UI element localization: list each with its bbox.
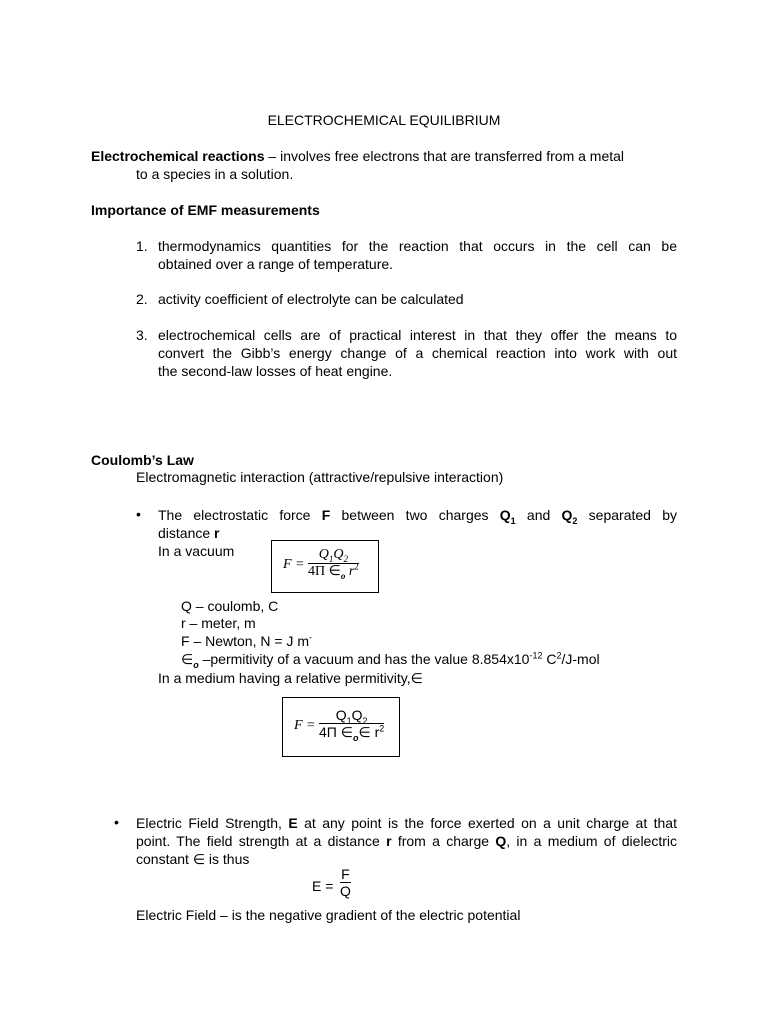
coulomb-vacuum-formula-box bbox=[271, 540, 379, 593]
electric-field-line2: point. The field strength at a distance r from a charge Q, in a medium of dielectric bbox=[136, 833, 678, 849]
field-formula-fraction: F Q bbox=[340, 866, 351, 899]
medium-label: In a medium having a relative permitivity,∈ bbox=[158, 670, 423, 686]
electric-field-definition: Electric Field – is the negative gradient of the electric potential bbox=[136, 907, 521, 923]
emf-heading: Importance of EMF measurements bbox=[91, 202, 320, 218]
coulomb-subheading: Electromagnetic interaction (attractive/repulsive interaction) bbox=[136, 469, 504, 485]
formula2-fraction: $Q_1Q_2$ 4Π $\in_o\in$ $r^2$ bbox=[319, 707, 385, 743]
unit-force: F – Newton, N = J m- bbox=[181, 632, 312, 649]
coulomb-heading: Coulomb’s Law bbox=[91, 452, 194, 468]
emf-item-1-line2: obtained over a range of temperature. bbox=[158, 256, 394, 272]
formula1-fraction: $Q_1Q_2$ 4Π $\in_o$ $r^2$ bbox=[308, 547, 359, 581]
emf-item-3-line2: convert the Gibb’s energy change of a chemical reaction into work with out bbox=[158, 345, 677, 361]
electric-field-line1: Electric Field Strength, E at any point is the force exerted on a unit charge at that bbox=[136, 815, 677, 831]
electrochemical-reactions-line1 bbox=[91, 147, 624, 165]
bullet-icon: • bbox=[114, 814, 119, 830]
emf-item-2-number: 2. bbox=[136, 291, 148, 307]
coulomb-medium-formula-box bbox=[282, 697, 400, 757]
formula2-lhs: F = bbox=[294, 718, 316, 733]
electric-field-line3: constant ∈ is thus bbox=[136, 851, 250, 867]
permitivity-line: $\in_o$ –permitivity of a vacuum and has the value $8.854x10^{-12}$ $C^2/J$-mol bbox=[181, 650, 600, 670]
emf-item-3-number: 3. bbox=[136, 327, 148, 343]
formula1-lhs: F = bbox=[283, 557, 305, 572]
field-formula-lhs: E = bbox=[312, 878, 334, 894]
electrostatic-force-line2: distance r bbox=[158, 525, 220, 541]
emf-item-3-line1: electrochemical cells are of practical interest in that they offer the means to bbox=[158, 327, 677, 343]
emf-item-1-number: 1. bbox=[136, 238, 148, 254]
emf-item-1-line1: thermodynamics quantities for the reaction that occurs in the cell can be bbox=[158, 238, 677, 254]
page-title: ELECTROCHEMICAL EQUILIBRIUM bbox=[267, 112, 501, 128]
electrochemical-reactions-line2: to a species in a solution. bbox=[136, 166, 294, 182]
emf-item-3-line3: the second-law losses of heat engine. bbox=[158, 363, 393, 379]
electrochemical-reactions-term: Electrochemical reactions bbox=[91, 148, 265, 164]
emf-item-2-line1: activity coefficient of electrolyte can be calculated bbox=[158, 291, 464, 307]
unit-charge: Q – coulomb, C bbox=[181, 598, 279, 614]
in-vacuum-label: In a vacuum bbox=[158, 543, 235, 559]
electrochemical-reactions-desc: – involves free electrons that are transferred from a metal bbox=[264, 148, 625, 164]
bullet-icon: • bbox=[136, 506, 141, 522]
electrostatic-force-line1: The electrostatic force F between two charges $Q_1$ and $Q_2$ separated by bbox=[158, 507, 677, 526]
unit-distance: r – meter, m bbox=[181, 615, 256, 631]
